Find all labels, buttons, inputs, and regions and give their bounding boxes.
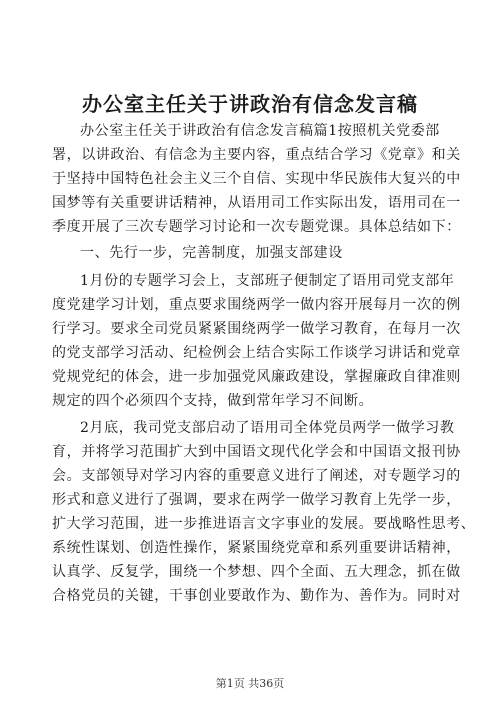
paragraph-line: 育，并将学习范围扩大到中国语文现代化学会和中国语文报刊协 — [52, 444, 461, 460]
paragraph-line: 规定的四个必须四个支持，做到常年学习不间断。 — [52, 393, 374, 409]
paragraph-line: 1月份的专题学习会上，支部班子便制定了语用司党支部年 — [80, 273, 455, 289]
paragraph-line: 形式和意义进行了强调，要求在两学一做学习教育上先学一步， — [52, 492, 461, 508]
paragraph-line: 的党支部学习活动、纪检例会上结合实际工作谈学习讲话和党章 — [52, 345, 461, 361]
paragraph-line: 系统性谋划、创造性操作，紧紧围绕党章和系列重要讲话精神， — [52, 540, 461, 556]
page-footer: 第1页 共36页 — [215, 677, 285, 690]
document-title: 办公室主任关于讲政治有信念发言稿 — [82, 92, 418, 116]
paragraph-line: 认真学、反复学，围绕一个梦想、四个全面、五大理念，抓在做 — [52, 564, 461, 580]
section-heading: 一、先行一步，完善制度，加强支部建设 — [80, 245, 343, 261]
paragraph-line: 办公室主任关于讲政治有信念发言稿篇1按照机关党委部 — [80, 123, 440, 139]
paragraph-line: 行学习。要求全司党员紧紧围绕两学一做学习教育，在每月一次 — [52, 321, 461, 337]
paragraph-line: 扩大学习范围，进一步推进语言文字事业的发展。要战略性思考、 — [52, 516, 476, 532]
paragraph-line: 党规党纪的体会，进一步加强党风廉政建设，掌握廉政自律准则 — [52, 369, 461, 385]
paragraph-line: 度党建学习计划，重点要求围绕两学一做内容开展每月一次的例 — [52, 297, 461, 313]
paragraph-line: 署，以讲政治、有信念为主要内容，重点结合学习《党章》和关 — [52, 147, 461, 163]
paragraph-line: 于坚持中国特色社会主义三个自信、实现中华民族伟大复兴的中 — [52, 171, 461, 187]
paragraph-line: 会。支部领导对学习内容的重要意义进行了阐述，对专题学习的 — [52, 468, 461, 484]
paragraph-line: 合格党员的关键，干事创业要敢作为、勤作为、善作为。同时对 — [52, 588, 461, 604]
paragraph-line: 2月底，我司党支部启动了语用司全体党员两学一做学习教 — [80, 420, 455, 436]
paragraph-line: 季度开展了三次专题学习讨论和一次专题党课。具体总结如下： — [52, 219, 461, 235]
paragraph-line: 国梦等有关重要讲话精神，从语用司工作实际出发，语用司在一 — [52, 195, 461, 211]
